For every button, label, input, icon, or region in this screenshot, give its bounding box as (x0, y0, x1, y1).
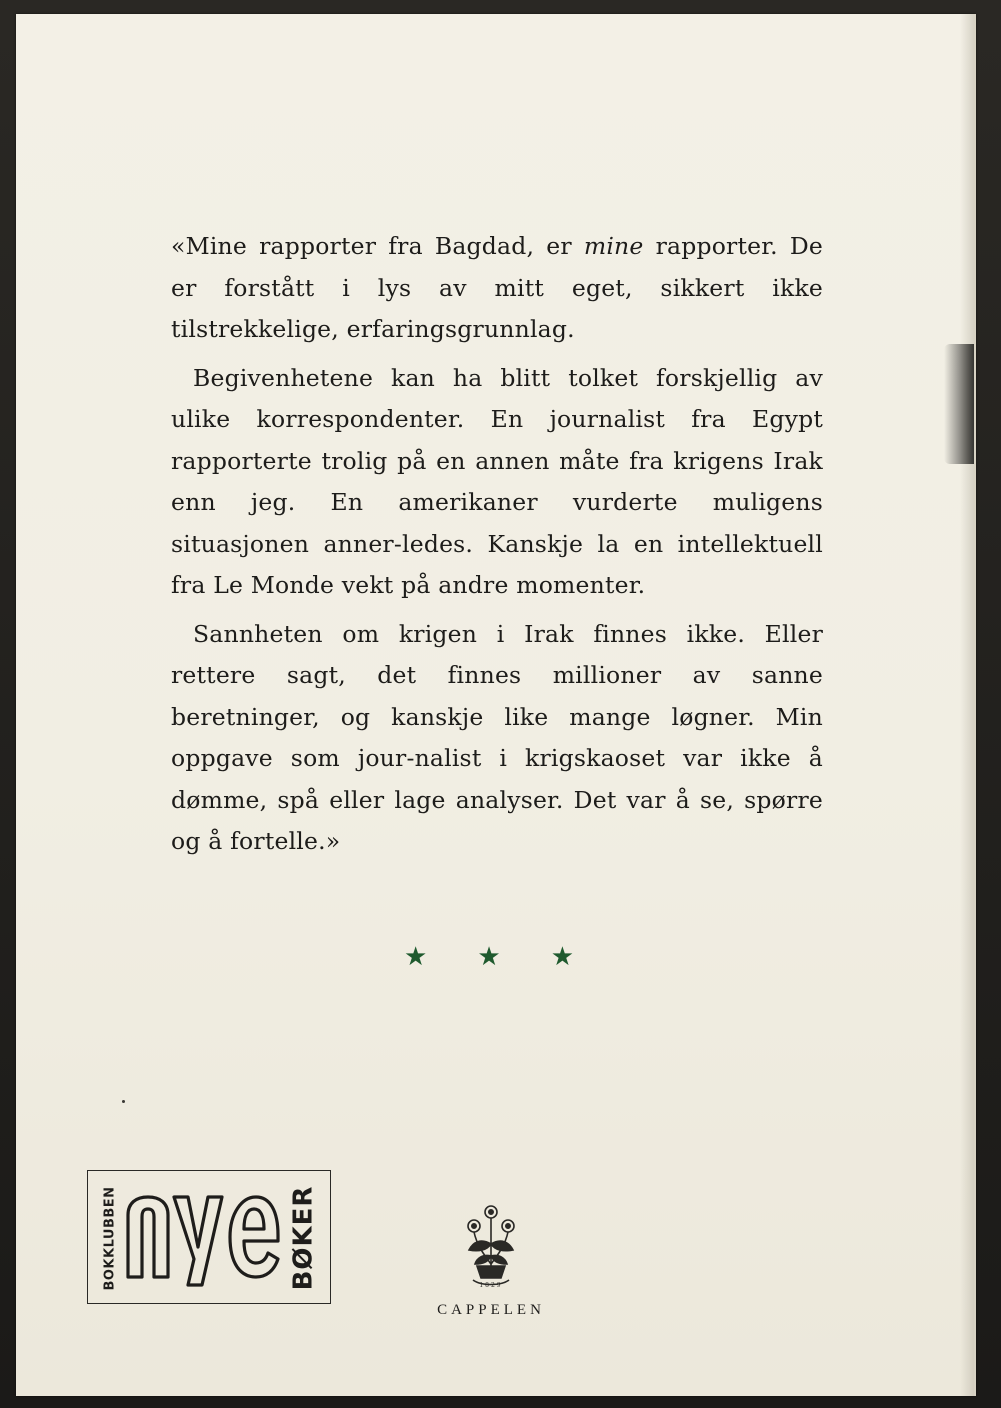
back-cover-blurb (171, 226, 823, 863)
club-logo-boker-text: BØKER (288, 1185, 319, 1291)
star-icon: ★ (404, 942, 428, 972)
blurb-p1-emphasis: mine (583, 232, 644, 260)
dust-speck (122, 1100, 125, 1103)
star-icon: ★ (550, 942, 574, 972)
blurb-p1-start: «Mine rapporter fra Bagdad, er (171, 232, 584, 260)
cover-tear-shadow (944, 344, 974, 464)
flower-pot-emblem-icon (451, 1198, 531, 1290)
bokklubben-nye-boker-logo (87, 1170, 331, 1304)
club-logo-nye-wordmark (122, 1185, 282, 1289)
publisher-founding-year: 1829 (479, 1282, 503, 1289)
cappelen-publisher-logo (411, 1198, 571, 1324)
club-logo-vertical-text: BOKKLUBBEN (102, 1185, 118, 1291)
blurb-paragraph-2: Begivenhetene kan ha blitt tolket forskjellig av ulike korrespondenter. En journalist fra Egypt rapporterte trolig på en annen måte fra krigens Irak enn jeg. En amerikaner vurderte muligens situasjonen anner-ledes. Kanskje la en intellektuell fra Le Monde vekt på andre momenter. (171, 363, 823, 599)
star-icon: ★ (477, 942, 501, 972)
blurb-paragraph-3: Sannheten om krigen i Irak finnes ikke. Eller rettere sagt, det finnes millioner av sanne beretninger, og kanskje like mange løgner. Min oppgave som jour-nalist i krigskaoset var ikke å dømme, spå eller lage analyser. Det var å se, spørre og å fortelle.» (171, 619, 823, 855)
blurb-p1-end: rapporter. De er forstått i lys av mitt eget, sikkert ikke tilstrekkelige, erfaringsgrunnlag. (171, 232, 823, 343)
publisher-name: CAPPELEN (437, 1302, 545, 1318)
blurb-paragraph-1 (171, 226, 823, 351)
cover-edge-wear (960, 14, 974, 1396)
book-back-cover (16, 14, 976, 1396)
star-ornament (404, 942, 574, 972)
